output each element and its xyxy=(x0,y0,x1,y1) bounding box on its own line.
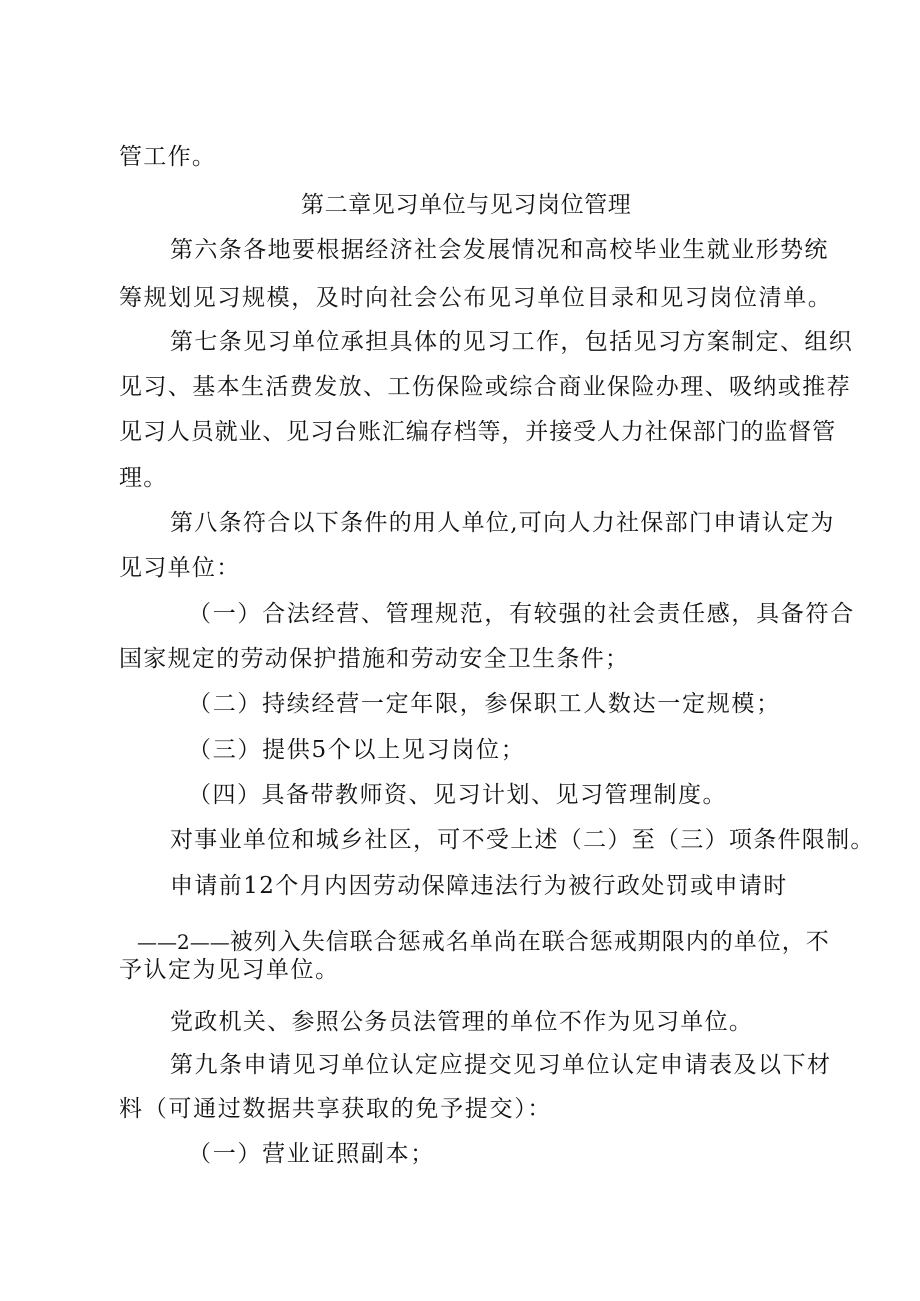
paragraph-line: 第七条见习单位承担具体的见习工作，包括见习方案制定、组织 xyxy=(170,329,854,355)
paragraph-line: 筹规划见习规模，及时向社会公布见习单位目录和见习岗位清单。 xyxy=(119,285,833,311)
paragraph-line: 见习单位： xyxy=(119,555,241,581)
paragraph-line: 予认定为见习单位。 xyxy=(119,957,340,983)
paragraph-line: 对事业单位和城乡社区，可不受上述（二）至（三）项条件限制。 xyxy=(170,827,875,853)
page-number: ——2—— xyxy=(137,930,230,954)
list-item-line: （二）持续经营一定年限，参保职工人数达一定规模； xyxy=(188,691,781,717)
paragraph-line: 管工作。 xyxy=(119,144,217,170)
paragraph-line: 第八条符合以下条件的用人单位,可向人力社保部门申请认定为 xyxy=(170,510,835,536)
paragraph-line: 国家规定的劳动保护措施和劳动安全卫生条件； xyxy=(119,646,630,672)
list-item-line: （四）具备带教师资、见习计划、见习管理制度。 xyxy=(188,782,727,808)
paragraph-line: 见习人员就业、见习台账汇编存档等，并接受人力社保部门的监督管 xyxy=(119,419,836,445)
list-item-line: （一）合法经营、管理规范，有较强的社会责任感，具备符合 xyxy=(188,601,855,627)
paragraph-line: 第六条各地要根据经济社会发展情况和高校毕业生就业形势统 xyxy=(170,237,829,263)
paragraph-line: 第九条申请见习单位认定应提交见习单位认定申请表及以下材 xyxy=(170,1052,832,1078)
paragraph-line: 申请前12个月内因劳动保障违法行为被行政处罚或申请时 xyxy=(170,873,788,899)
page-number-line xyxy=(137,927,830,957)
chapter-heading: 第二章见习单位与见习岗位管理 xyxy=(301,192,632,218)
paragraph-line: 见习、基本生活费发放、工伤保险或综合商业保险办理、吸纳或推荐 xyxy=(119,374,851,400)
list-item-line: （一）营业证照副本； xyxy=(188,1141,435,1167)
paragraph-line: 料（可通过数据共享获取的免予提交）： xyxy=(119,1096,553,1122)
paragraph-line-text: 被列入失信联合惩戒名单尚在联合惩戒期限内的单位，不 xyxy=(229,929,830,955)
paragraph-line: 党政机关、参照公务员法管理的单位不作为见习单位。 xyxy=(170,1009,754,1035)
list-item-line: （三）提供5个以上见习岗位； xyxy=(188,737,526,763)
paragraph-line: 理。 xyxy=(119,465,168,491)
